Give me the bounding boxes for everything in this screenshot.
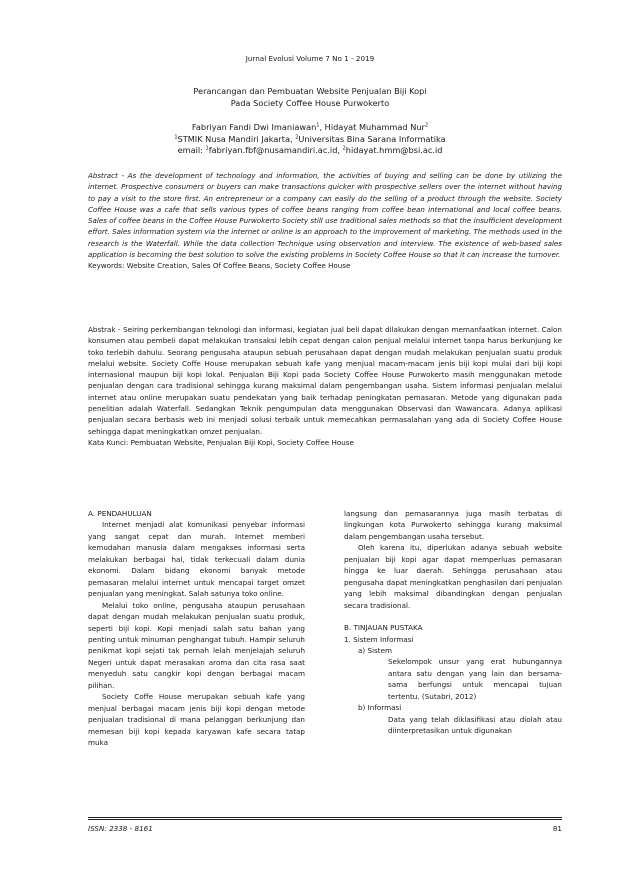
author-1: Fabriyan Fandi Dwi Imaniawan bbox=[191, 122, 317, 132]
list-item: 1. Sistem Informasi bbox=[344, 634, 414, 644]
footer-rule bbox=[88, 817, 562, 818]
paper-title-line-2: Pada Society Coffee House Purwokerto bbox=[230, 97, 390, 108]
email-prefix: email: bbox=[177, 145, 206, 155]
spacer bbox=[344, 611, 562, 622]
abstract-indonesian bbox=[88, 324, 562, 448]
paragraph: Oleh karena itu, diperlukan adanya sebuah website penjualan biji kopi agar dapat memperluas pemasaran hingga ke luar daerah. Sehingga perusahaan atau pengusaha dapat meningkatkan penghasilan dari penjualan yang lebih maksimal dibandingkan dengan penjualan secara tradisional. bbox=[344, 543, 562, 610]
affiliations bbox=[90, 134, 530, 146]
aff-2-sup: 2 bbox=[295, 133, 299, 140]
author-names bbox=[90, 122, 530, 134]
email-1-sup: 1 bbox=[205, 145, 209, 152]
author-2-sup: 2 bbox=[424, 122, 429, 129]
abstract-english bbox=[88, 170, 562, 272]
emails bbox=[90, 145, 530, 157]
list-item-text: Sekelompok unsur yang erat hubungannya antara satu dengan yang lain dan bersama-sama berfungsi untuk mencapai tujuan tertentu. (Sutabri, 2012) bbox=[388, 657, 562, 701]
paragraph: Society Coffe House merupakan sebuah kafe yang menjual berbagai macam jenis biji kopi dengan metode penjualan tradisional di mana pelanggan berkunjung dan memesan biji kopi kepada karyawan kafe secara tatap muka bbox=[88, 692, 305, 748]
affiliation-2: Universitas Bina Sarana Informatika bbox=[298, 133, 446, 144]
affiliation-1: STMIK Nusa Mandiri Jakarta, bbox=[177, 133, 296, 144]
sub-list-item: a) Sistem bbox=[358, 645, 393, 655]
left-column bbox=[88, 508, 305, 749]
email-2-sup: 2 bbox=[342, 145, 346, 152]
journal-header: Jurnal Evolusi Volume 7 No 1 - 2019 bbox=[245, 54, 375, 63]
section-heading-a: A. PENDAHULUAN bbox=[88, 509, 152, 518]
page-number: 81 bbox=[552, 824, 562, 833]
abstract-indonesian-text: Abstrak - Seiring perkembangan teknologi dan informasi, kegiatan jual beli dapat dilakukan dengan memanfaatkan internet. Calon konsumen atau pembeli dapat melakukan transaksi lebih cepat dengan calon penjual melalui internet tanpa harus berkunjung ke toko terlebih dahulu. Seorang pengusaha ataupun sebuah perusahaan dapat dengan mudah melakukan penjualan suatu produk melalui website. Society Coffe House merupakan sebuah kafe yang menjual macam-macam jenis biji kopi mulai dari biji kopi internasional maupun biji kopi lokal. Penjualan Biji Kopi pada Society Coffee House Purwokerto masih menggunakan metode penjualan dengan cara tradisional sehingga kurang maksimal dalam pengembangan usaha. Sistem informasi penjualan melalui internet atau online merupakan suatu pendekatan yang baik terhadap peningkatan pemasaran. Metode yang digunakan pada penelitian adalah Waterfall. Sedangkan Teknik pengumpulan data menggunakan Observasi dan Wawancara. Adanya aplikasi penjualan secara berbasis web ini menjadi solusi terbaik untuk memecahkan permasalahan yang ada di Society Coffee House sehingga dapat meningkatkan omzet penjualan. bbox=[88, 325, 562, 436]
authors-block bbox=[90, 122, 530, 157]
paper-title bbox=[90, 86, 530, 109]
paper-title-line-1: Perancangan dan Pembuatan Website Penjualan Biji Kopi bbox=[193, 86, 427, 96]
keywords-english: Keywords: Website Creation, Sales Of Coffee Beans, Society Coffee House bbox=[88, 261, 351, 271]
paragraph: langsung dan pemasarannya juga masih terbatas di lingkungan kota Purwokerto sehingga kurang maksimal dalam pengembangan usaha tersebut. bbox=[344, 509, 562, 541]
email-2: hidayat.hmm@bsi.ac.id bbox=[345, 145, 443, 155]
list-item-text: Data yang telah diklasifikasi atau diolah atau diinterpretasikan untuk digunakan bbox=[388, 714, 562, 736]
issn: ISSN: 2338 - 8161 bbox=[88, 824, 153, 833]
aff-1-sup: 1 bbox=[174, 133, 178, 140]
sub-list-item: b) Informasi bbox=[358, 703, 402, 713]
email-1: fabriyan.fbf@nusamandiri.ac.id, bbox=[208, 145, 343, 155]
paragraph: Melalui toko online, pengusaha ataupun perusahaan dapat dengan mudah melakukan penjualan suatu produk, seperti biji kopi. Kopi menjadi salah satu bahan yang penting untuk minuman penghangat tubuh. Hampir seluruh penikmat kopi sejati tak pernah lelah menjelajah seluruh Negeri untuk dapat merasakan aroma dan cita rasa saat menyeduh satu cangkir kopi dengan berbagai macam pilihan. bbox=[88, 600, 305, 690]
keywords-indonesian: Kata Kunci: Pembuatan Website, Penjualan Biji Kopi, Society Coffee House bbox=[88, 437, 354, 447]
paragraph: Internet menjadi alat komunikasi penyebar informasi yang sangat cepat dan murah. Internet memberi kemudahan manusia dalam mengakses informasi serta melakukan berbagai hal, tidak terkecuali dalam dunia ekonomi. Dalam bidang ekonomi banyak metode pemasaran melalui internet untuk mencapai target omzet penjualan yang meningkat. Salah satunya toko online. bbox=[88, 520, 305, 599]
author-1-sup: 1 bbox=[316, 122, 320, 129]
section-heading-b: B. TINJAUAN PUSTAKA bbox=[344, 623, 423, 633]
footer-rule-thin bbox=[88, 819, 562, 820]
author-2: , Hidayat Muhammad Nur bbox=[319, 122, 425, 132]
right-column bbox=[344, 508, 562, 737]
abstract-english-text: Abstract - As the development of technology and information, the activities of buying and selling can be done by utilizing the internet. Prospective consumers or buyers can make transactions quicker with prospective sellers over the internet without having to pay a visit to the store first. An entrepreneur or a company can easily do the selling of a product through the website. Society Coffee House was a cafe that sells various types of coffee beans ranging from coffee bean international and local coffee beans. Sales of coffee beans in the Coffee House Purwokerto Society still use traditional sales methods so that the insufficient development effort. Sales information system via the internet or online is an approach to the improvement of marketing. The methods used in the research is the Waterfall. While the data collection Technique using observation and interview. The existence of web-based sales application is becoming the best solution to solve the existing problems in Society Coffee House so that it can increase the turnover. bbox=[88, 171, 562, 260]
